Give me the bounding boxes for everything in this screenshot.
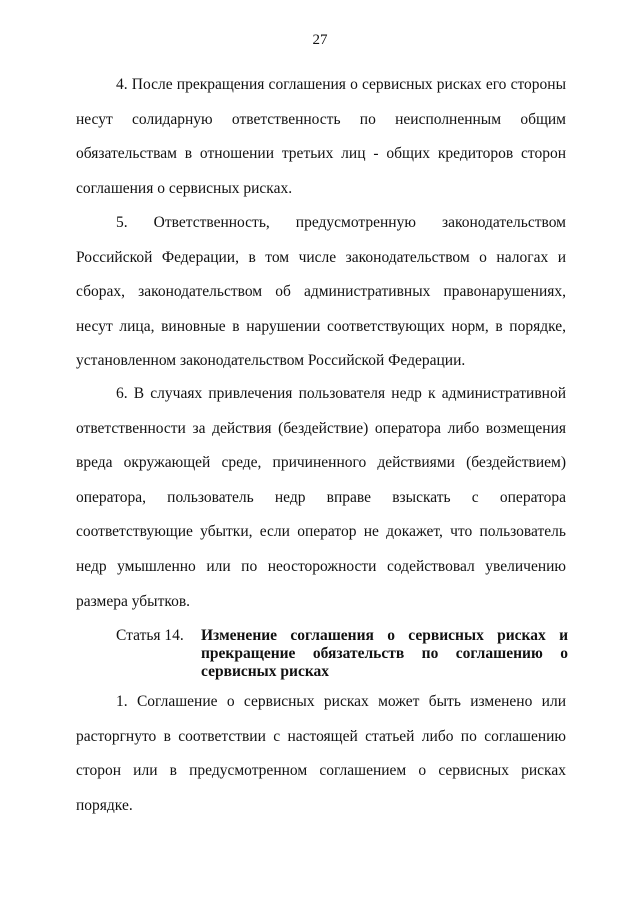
paragraph-4-text: 4. После прекращения соглашения о сервисных рисках его стороны несут солидарную ответственность по неисполненным общим обязательствам в отношении третьих лиц - общих кредиторов сторон соглашения о сервисных рисках. <box>76 76 566 197</box>
article-label: Статья 14. <box>116 627 184 644</box>
paragraph-6 <box>76 377 566 619</box>
paragraph-5-text: 5. Ответственность, предусмотренную законодательством Российской Федерации, в том числе законодательством о налогах и сборах, законодательством об административных правонарушениях, несут лица, виновные в нарушении соответствующих норм, в порядке, установленном законодательством Российской Федерации. <box>76 214 566 370</box>
paragraph-6-text: 6. В случаях привлечения пользователя недр к административной ответственности за действия (бездействие) оператора либо возмещения вреда окружающей среде, причиненного действиями (бездействием) оператора, пользователь недр вправе взыскать с оператора соответствующие убытки, если оператор не докажет, что пользователь недр умышленно или по неосторожности содействовал увеличению размера убытков. <box>76 385 566 610</box>
page-number: 27 <box>312 32 328 48</box>
paragraph-4 <box>76 68 566 206</box>
article-paragraph-1-text: 1. Соглашение о сервисных рисках может быть изменено или расторгнуто в соответствии с настоящей статьей либо по соглашению сторон или в предусмотренном соглашением о сервисных рисках порядке. <box>76 693 566 814</box>
article-paragraph-1 <box>76 685 566 823</box>
paragraph-5 <box>76 206 566 379</box>
article-title: Изменение соглашения о сервисных рисках и прекращение обязательств по соглашению о сервисных рисках <box>201 627 568 680</box>
